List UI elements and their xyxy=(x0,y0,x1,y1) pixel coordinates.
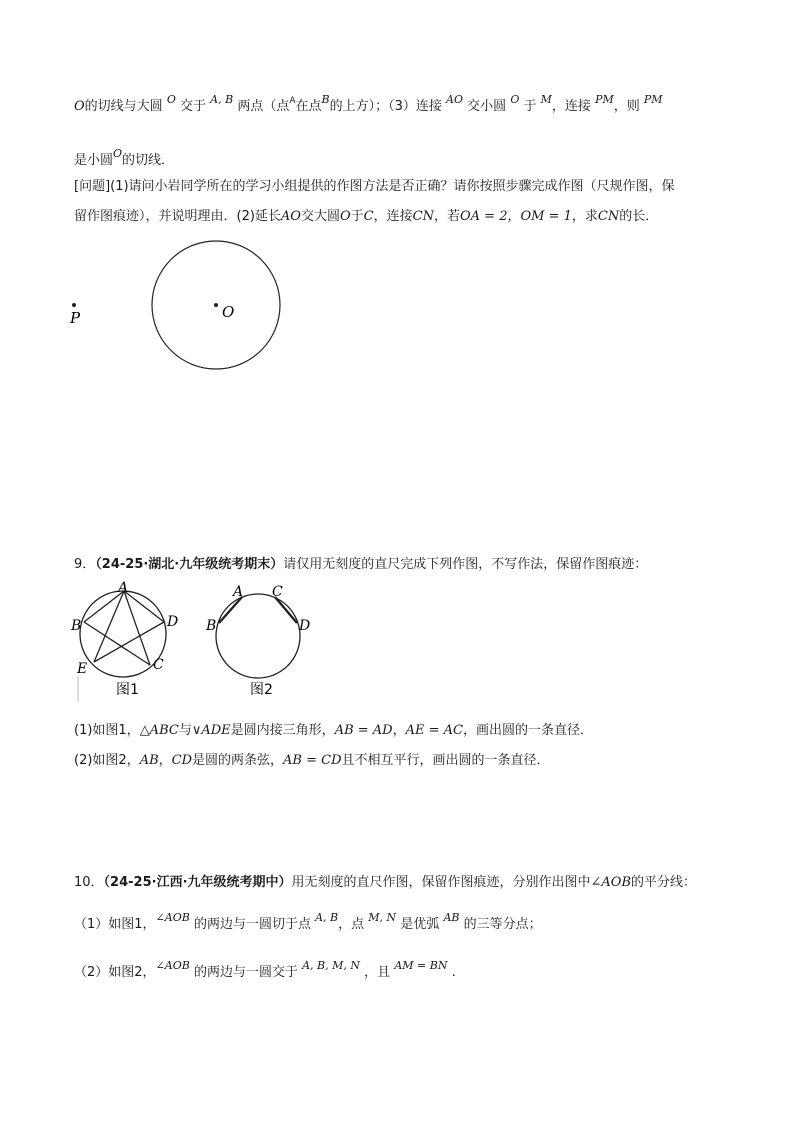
p8-line-3: [问题](1)请问小岩同学所在的学习小组提供的作图方法是否正确？请你按照步骤完成作图（尺规作图，保 xyxy=(74,179,675,194)
p9-stem xyxy=(74,556,647,574)
fig1-label-c: C xyxy=(153,657,164,673)
text: 用无刻度的直尺作图，保留作图痕迹，分别作出图中 xyxy=(291,875,591,890)
math: AB = CD xyxy=(283,753,342,768)
math: AB = AD xyxy=(334,723,393,738)
math: O xyxy=(339,209,351,224)
math: △ABC xyxy=(139,723,179,738)
p9-question-2 xyxy=(74,752,550,770)
text: 的切线与大圆 xyxy=(84,99,163,114)
text: (1)如图1， xyxy=(74,723,140,738)
text: ，若 xyxy=(433,209,460,224)
problem-number: 10． xyxy=(74,875,104,890)
text: (2)如图2， xyxy=(74,753,140,768)
text: （2）如图2， xyxy=(74,965,156,980)
text: 的平分线： xyxy=(631,875,697,890)
math: O xyxy=(166,93,176,106)
math: ∠AOB xyxy=(155,911,190,924)
fig2-label-b: B xyxy=(206,618,217,634)
text: ， xyxy=(158,753,172,768)
math: A, B, M, N xyxy=(302,959,361,972)
math: A, B xyxy=(315,911,339,924)
text: ， xyxy=(507,209,521,224)
math: M xyxy=(540,93,552,106)
label-o: O xyxy=(222,303,235,321)
p8-line-4 xyxy=(74,208,658,226)
text: 交于 xyxy=(180,99,207,114)
p8-line-1 xyxy=(74,93,663,117)
text: 是圆的两条弦， xyxy=(192,753,284,768)
problem-source: （24-25·湖北·九年级统考期末） xyxy=(95,557,284,572)
text: 于 xyxy=(523,99,537,114)
fig2-caption: 图2 xyxy=(250,682,273,698)
fig2-label-a: A xyxy=(233,584,244,600)
math: OA = 2 xyxy=(459,209,508,224)
text: 的上方）；（3）连接 xyxy=(329,99,442,114)
fig1-label-d: D xyxy=(167,614,179,630)
p9-figures xyxy=(70,580,330,705)
math: AO xyxy=(280,209,301,224)
fig1-line-bc xyxy=(84,622,150,665)
fig2-label-c: C xyxy=(272,584,283,600)
math: O xyxy=(74,99,85,114)
fig2-chord-ab xyxy=(219,597,242,623)
math: AO xyxy=(446,93,464,106)
math: A xyxy=(289,96,296,106)
text: ， xyxy=(392,723,406,738)
math: AB xyxy=(139,753,159,768)
fig1-line-ae xyxy=(94,591,124,662)
text: 是圆内接三角形， xyxy=(230,723,335,738)
text: 请仅用无刻度的直尺完成下列作图，不写作法，保留作图痕迹： xyxy=(283,557,648,572)
math: CN xyxy=(412,209,434,224)
text: 是小圆 xyxy=(74,153,114,168)
p9-question-1 xyxy=(74,722,593,740)
text: ，则 xyxy=(613,99,640,114)
p10-stem xyxy=(74,874,696,892)
math: B xyxy=(321,93,330,106)
text: 的两边与一圆切于点 xyxy=(193,917,311,932)
text: 是优弧 xyxy=(400,917,440,932)
text: 且不相互平行，画出圆的一条直径． xyxy=(341,753,550,768)
text: 两点（点 xyxy=(237,99,290,114)
text: ，画出圆的一条直径． xyxy=(463,723,594,738)
problem-number: 9． xyxy=(74,557,96,572)
fig2-label-d: D xyxy=(299,618,311,634)
fig1-label-a: A xyxy=(118,580,129,596)
math: A, B xyxy=(210,93,234,106)
math: PM xyxy=(643,93,663,106)
p10-question-2 xyxy=(74,959,456,982)
text: 的切线． xyxy=(122,153,175,168)
p10-question-1 xyxy=(74,911,542,934)
math: O xyxy=(510,93,520,106)
point-o-dot xyxy=(214,303,218,307)
text: 与 xyxy=(178,723,192,738)
text: 交大圆 xyxy=(300,209,340,224)
text: 的三等分点； xyxy=(463,917,542,932)
math: ∠AOB xyxy=(155,959,190,972)
math: O xyxy=(113,147,123,160)
text: ，且 xyxy=(364,965,391,980)
text: （1）如图1， xyxy=(74,917,156,932)
math: ∨ADE xyxy=(191,723,231,738)
math: CN xyxy=(597,209,620,224)
text: 于 xyxy=(350,209,364,224)
problem-source: （24-25·江西·九年级统考期中） xyxy=(103,875,292,890)
text: 在点 xyxy=(295,99,322,114)
text: 交小圆 xyxy=(467,99,507,114)
fig2-chord-cd xyxy=(275,597,297,623)
math: C xyxy=(363,209,374,224)
text: ，连接 xyxy=(551,99,591,114)
text: . xyxy=(451,965,456,980)
fig1-label-e: E xyxy=(77,661,88,677)
math: PM xyxy=(595,93,614,106)
text: ，连接 xyxy=(373,209,413,224)
text: ，点 xyxy=(338,917,365,932)
p8-line-2 xyxy=(74,147,175,170)
fig1-line-de xyxy=(94,622,164,662)
point-p-dot xyxy=(72,303,76,307)
math: M, N xyxy=(368,911,397,924)
fig1-caption: 图1 xyxy=(116,682,139,698)
fig1-line-ac xyxy=(124,591,150,665)
math: CD xyxy=(171,753,193,768)
text: ，求 xyxy=(571,209,598,224)
text: 的两边与一圆交于 xyxy=(193,965,298,980)
p8-figure xyxy=(60,235,320,375)
label-p: P xyxy=(70,309,81,327)
fig1-label-b: B xyxy=(71,618,82,634)
fig2-circle xyxy=(216,594,300,678)
math: OM = 1 xyxy=(520,209,572,224)
math: AM = BN xyxy=(394,959,448,972)
text: 的长． xyxy=(619,209,659,224)
math: ∠AOB xyxy=(590,875,632,890)
math: AB xyxy=(443,911,460,924)
math: AE = AC xyxy=(405,723,463,738)
text: 留作图痕迹），并说明理由．(2)延长 xyxy=(74,209,281,224)
